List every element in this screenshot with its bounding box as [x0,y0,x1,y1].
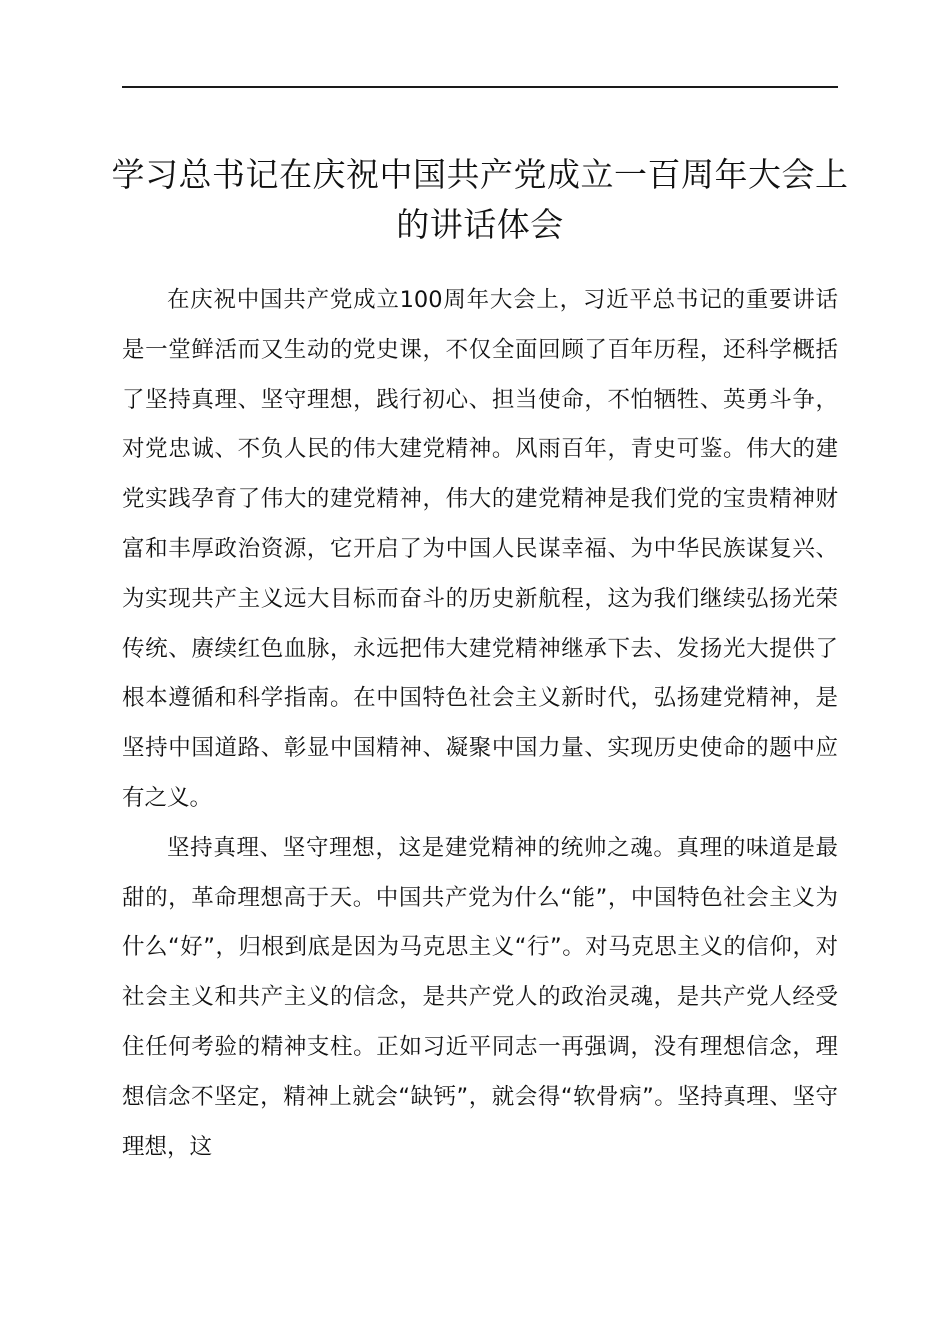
document-body [122,276,838,1172]
header-rule [122,86,838,88]
document-title: 学习总书记在庆祝中国共产党成立一百周年大会上的讲话体会 [111,155,849,244]
paragraph-1: 在庆祝中国共产党成立100周年大会上，习近平总书记的重要讲话是一堂鲜活而又生动的党史课，不仅全面回顾了百年历程，还科学概括了坚持真理、坚守理想，践行初心、担当使命，不怕牺牲、英勇斗争，对党忠诚、不负人民的伟大建党精神。风雨百年，青史可鉴。伟大的建党实践孕育了伟大的建党精神，伟大的建党精神是我们党的宝贵精神财富和丰厚政治资源，它开启了为中国人民谋幸福、为中华民族谋复兴、为实现共产主义远大目标而奋斗的历史新航程，这为我们继续弘扬光荣传统、赓续红色血脉，永远把伟大建党精神继承下去、发扬光大提供了根本遵循和科学指南。在中国特色社会主义新时代，弘扬建党精神，是坚持中国道路、彰显中国精神、凝聚中国力量、实现历史使命的题中应有之义。 [122,287,838,811]
paragraph-2: 坚持真理、坚守理想，这是建党精神的统帅之魂。真理的味道是最甜的，革命理想高于天。中国共产党为什么“能”，中国特色社会主义为什么“好”，归根到底是因为马克思主义“行”。对马克思主义的信仰，对社会主义和共产主义的信念，是共产党人的政治灵魂，是共产党人经受住任何考验的精神支柱。正如习近平同志一再强调，没有理想信念，理想信念不坚定，精神上就会“缺钙”，就会得“软骨病”。坚持真理、坚守理想，这 [122,834,838,1160]
